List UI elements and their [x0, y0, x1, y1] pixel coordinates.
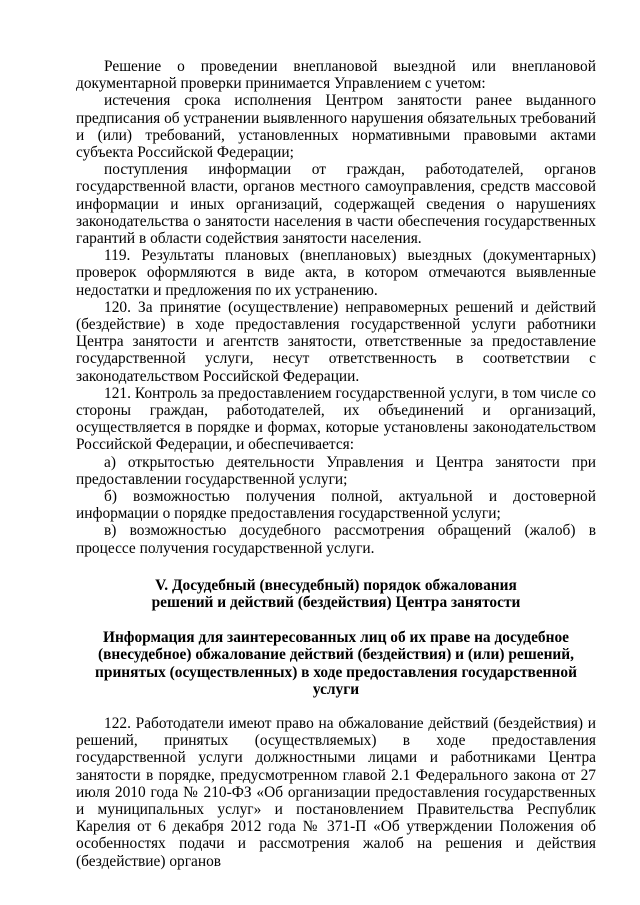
spacer [76, 699, 596, 715]
subsection-heading [76, 629, 596, 699]
paragraph-prescription-expiry: истечения срока исполнения Центром занятости ранее выданного предписания об устранении выявленного нарушения обязательных требований и (или) требований, установленных нормативными правовыми актами субъекта Российской Федерации; [76, 92, 596, 162]
section-heading-line: V. Досудебный (внесудебный) порядок обжалования [155, 576, 517, 594]
spacer [76, 612, 596, 629]
subsection-heading-line: (внесудебное) обжалование действий (бездействия) и (или) решений, [97, 646, 575, 664]
paragraph-121: 121. Контроль за предоставлением государственной услуги, в том числе со стороны граждан, работодателей, их объединений и организаций, осуществляется в порядке и формах, которые установлены законодательством Российской Федерации, и обеспечивается: [76, 384, 596, 454]
section-heading [76, 577, 596, 612]
paragraph-information-receipt: поступления информации от граждан, работодателей, органов государственной власти, органов местного самоуправления, средств массовой информации и иных организаций, содержащей сведения о нарушениях законодательства о занятости населения в части обеспечения государственных гарантий в области содействия занятости населения. [76, 161, 596, 248]
subsection-heading-line: Информация для заинтересованных лиц об их праве на досудебное [102, 628, 570, 646]
paragraph-119: 119. Результаты плановых (внеплановых) выездных (документарных) проверок оформляются в виде акта, в котором отмечаются выявленные недостатки и предложения по их устранению. [76, 247, 596, 299]
list-item-c: в) возможностью досудебного рассмотрения обращений (жалоб) в процессе получения государственной услуги. [76, 522, 596, 557]
list-item-b: б) возможностью получения полной, актуальной и достоверной информации о порядке предоставления государственной услуги; [76, 488, 596, 523]
section-heading-line: решений и действий (бездействия) Центра занятости [151, 594, 521, 612]
subsection-heading-line: принятых (осуществленных) в ходе предоставления государственной [95, 663, 577, 681]
list-item-a: а) открытостью деятельности Управления и Центра занятости при предоставлении государственной услуги; [76, 453, 596, 488]
spacer [76, 557, 596, 577]
paragraph-decision-basis: Решение о проведении внеплановой выездной или внеплановой документарной проверки принимается Управлением с учетом: [76, 58, 596, 93]
paragraph-120: 120. За принятие (осуществление) неправомерных решений и действий (бездействие) в ходе предоставления государственной услуги работники Центра занятости и агентств занятости, ответственные за предоставление государственной услуги, несут ответственность в соответствии с законодательством Российской Федерации. [76, 298, 596, 385]
document-body [76, 58, 596, 870]
paragraph-122: 122. Работодатели имеют право на обжалование действий (бездействия) и решений, принятых (осуществляемых) в ходе предоставления государственной услуги должностными лицами и работниками Центра занятости в порядке, предусмотренном главой 2.1 Федерального закона от 27 июля 2010 года № 210-ФЗ «Об организации предоставления государственных и муниципальных услуг» и постановлением Правительства Республик Карелия от 6 декабря 2012 года № 371-П «Об утверждении Положения об особенностях подачи и рассмотрения жалоб на решения и действия (бездействие) органов [76, 714, 596, 870]
subsection-heading-line: услуги [312, 681, 360, 699]
